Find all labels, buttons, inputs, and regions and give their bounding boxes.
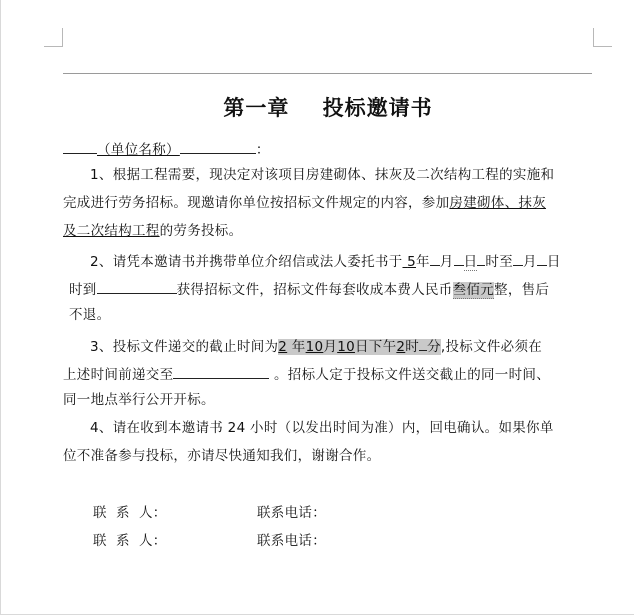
- p2-year-value: 5: [407, 254, 416, 270]
- p1-line2-text: 完成进行劳务招标。现邀请你单位按招标文件规定的内容，参加: [63, 195, 450, 211]
- blank-underline: [173, 363, 269, 379]
- header-rule: [63, 73, 592, 74]
- contact-person-1: 联 系 人：: [93, 505, 167, 521]
- p3-line1-text: 3、投标文件递交的截止时间为: [90, 339, 279, 355]
- unit-colon: ：: [255, 142, 270, 158]
- p2-line2-text-c: 整，售后: [494, 282, 550, 298]
- p1-line3-text: 的劳务投标。: [159, 223, 243, 239]
- p2-month2-label: 月: [523, 254, 537, 270]
- p3-line2-text: 上述时间前递交至: [63, 367, 174, 383]
- p1-line3: [63, 222, 242, 240]
- unit-name-placeholder: （单位名称）: [97, 142, 180, 158]
- p1-line2: [63, 194, 546, 212]
- p3-line1-text-b: ,投标文件必须在: [440, 339, 543, 355]
- p2-day2-label: 日: [546, 254, 561, 270]
- p3-line2: [63, 363, 550, 384]
- p2-hour-to: 时至: [485, 254, 514, 270]
- p2-line1: [90, 250, 561, 271]
- crop-mark-top-left: [44, 28, 63, 47]
- p2-fee-value: 叁佰元: [452, 282, 495, 298]
- p2-month-label: 月: [439, 254, 454, 270]
- p2-day-label: 日: [463, 254, 478, 270]
- p1-line1: 1、根据工程需要，现决定对该项目房建砌体、抹灰及二次结构工程的实施和: [90, 167, 555, 183]
- p4-line2: 位不准备参与投标，亦请尽快通知我们，谢谢合作。: [63, 448, 381, 464]
- blank-underline: [430, 250, 440, 266]
- p3-line1: [90, 335, 542, 356]
- crop-mark-top-right: [593, 28, 612, 47]
- unit-name-line: [63, 138, 270, 159]
- p2-year-label: 年: [415, 254, 430, 270]
- blank-underline: [513, 250, 523, 266]
- p2-line3: 不退。: [69, 307, 111, 323]
- blank-underline: [63, 138, 97, 154]
- p3-line3: 同一地点举行公开开标。: [63, 392, 215, 408]
- contact-person-2: 联 系 人：: [93, 533, 167, 549]
- blank-underline: [97, 278, 177, 294]
- contact-phone-1: 联系电话：: [257, 505, 326, 521]
- p3-line2-text-b: 。招标人定于投标文件送交截止的同一时间、: [274, 367, 550, 383]
- p2-line2: [69, 278, 549, 299]
- p2-line2-text: 时到: [69, 282, 97, 298]
- p4-line1: 4、请在收到本邀请书 24 小时（以发出时间为准）内，回电确认。如果你单: [90, 420, 554, 436]
- blank-underline: [537, 250, 547, 266]
- p2-line2-text-b: 获得招标文件，招标文件每套收成本费人民币: [176, 282, 453, 298]
- p3-deadline: 2 年10月10日下午2时 分: [278, 339, 441, 355]
- blank-underline: [180, 138, 256, 154]
- p2-line1-text: 2、请凭本邀请书并携带单位介绍信或法人委托书于: [90, 254, 403, 270]
- p1-project-name-part2: 及二次结构工程: [63, 223, 160, 239]
- chapter-title: 第一章 投标邀请书: [223, 95, 433, 120]
- p1-project-name-part1: 房建砌体、抹灰: [449, 195, 547, 211]
- blank-underline: [454, 250, 464, 266]
- contact-phone-2: 联系电话：: [257, 533, 326, 549]
